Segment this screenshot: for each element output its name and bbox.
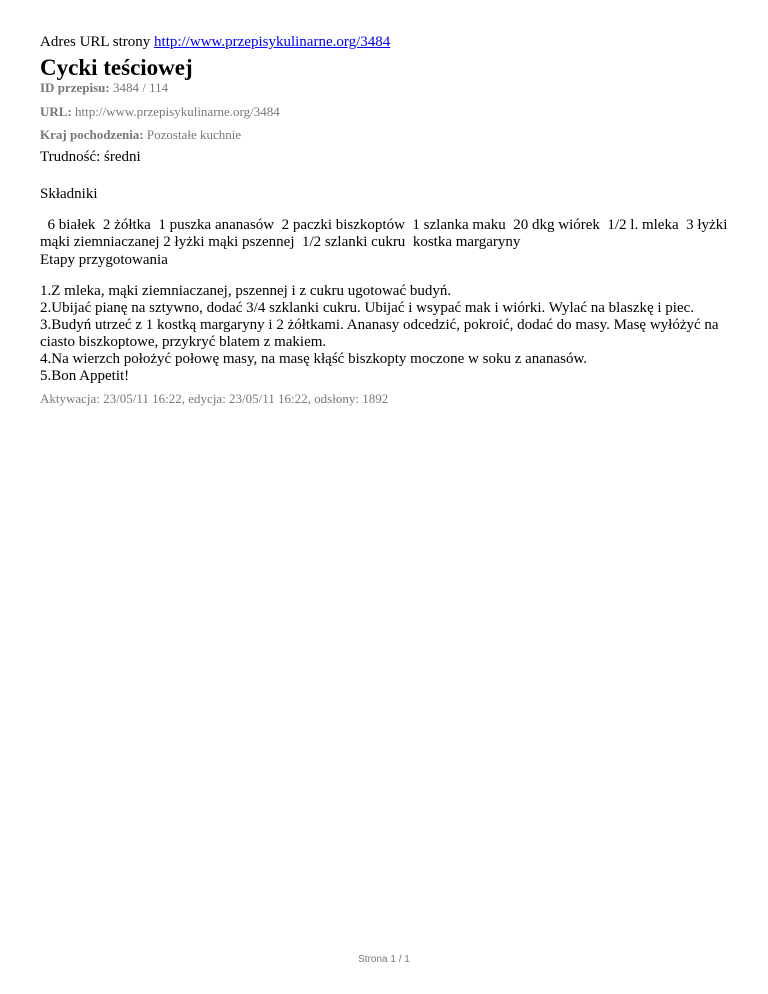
recipe-id-label: ID przepisu:: [40, 80, 110, 95]
recipe-url-label: URL:: [40, 104, 72, 119]
source-url-link[interactable]: http://www.przepisykulinarne.org/3484: [154, 34, 391, 50]
step-item: 5.Bon Appetit!: [40, 368, 130, 384]
step-item: 4.Na wierzch położyć połowę masy, na masę kłąść biszkopty moczone w soku z ananasów.: [40, 351, 588, 367]
recipe-country: [40, 127, 241, 143]
step-item: 1.Z mleka, mąki ziemniaczanej, pszennej i z cukru ugotować budyń.: [40, 283, 452, 299]
step-item: 2.Ubijać pianę na sztywno, dodać 3/4 szklanki cukru. Ubijać i wsypać mak i wiórki. Wylać na blaszkę i piec.: [40, 300, 695, 316]
ingredients-list: [40, 217, 730, 251]
ingredient-item: 3 łyżki mąki ziemniaczanej: [40, 217, 728, 250]
ingredient-item: 1/2 szlanki cukru: [302, 234, 406, 250]
ingredient-item: 1 puszka ananasów: [158, 217, 275, 233]
ingredient-item: 2 paczki biszkoptów: [281, 217, 405, 233]
recipe-title: Cycki teściowej: [40, 55, 193, 80]
steps-heading: Etapy przygotowania: [40, 252, 168, 268]
ingredient-item: 2 łyżki mąki pszennej: [163, 234, 295, 250]
source-url-label: Adres URL strony: [40, 34, 151, 50]
recipe-url-value: http://www.przepisykulinarne.org/3484: [75, 104, 280, 119]
recipe-url: [40, 104, 280, 120]
ingredient-item: 1/2 l. mleka: [607, 217, 679, 233]
ingredient-item: 20 dkg wiórek: [513, 217, 600, 233]
ingredient-item: 1 szlanka maku: [412, 217, 506, 233]
source-url-line: [40, 33, 390, 51]
recipe-country-value: Pozostałe kuchnie: [146, 127, 242, 142]
recipe-id-value: 3484 / 114: [112, 80, 169, 95]
ingredient-item: kostka margaryny: [412, 234, 521, 250]
activity-info: Aktywacja: 23/05/11 16:22, edycja: 23/05/11 16:22, odsłony: 1892: [40, 391, 389, 406]
recipe-difficulty: Trudność: średni: [40, 149, 141, 165]
ingredients-heading: Składniki: [40, 186, 98, 202]
ingredient-item: 2 żółtka: [102, 217, 151, 233]
ingredient-item: 6 białek: [47, 217, 96, 233]
recipe-id: [40, 80, 168, 96]
steps-list: [40, 283, 732, 385]
page-number: Strona 1 / 1: [358, 954, 410, 965]
step-item: 3.Budyń utrzeć z 1 kostką margaryny i 2 żółtkami. Ananasy odcedzić, pokroić, dodać do masy. Masę wyłóżyć na ciasto biszkoptowe, przykryć blatem z makiem.: [40, 317, 719, 350]
recipe-country-label: Kraj pochodzenia:: [40, 127, 144, 142]
